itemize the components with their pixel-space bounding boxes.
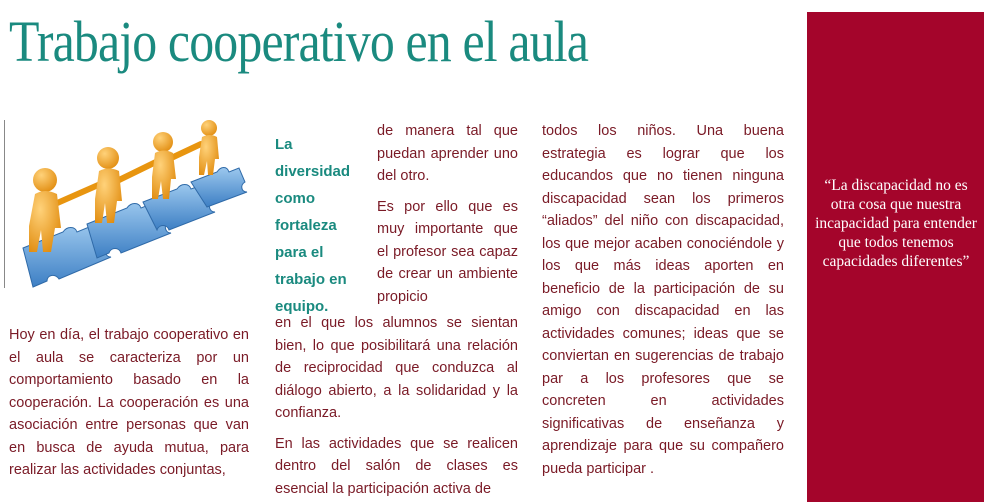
column-3 bbox=[542, 120, 784, 480]
paragraph: en el que los alumnos se sientan bien, lo que posibilitará una relación de reciprocidad que conduzca al diálogo abierto, a la solidaridad y la confianza. bbox=[275, 315, 518, 421]
column-1 bbox=[9, 324, 249, 482]
paragraph: En las actividades que se realicen dentro del salón de clases es esencial la participación activa de bbox=[275, 435, 518, 497]
paragraph: todos los niños. Una buena estrategia es lograr que los educandos que no tienen ninguna discapacidad sean los primeros “aliados” del niño con discapacidad, los que mejor acaben conociéndole y los que más ideas aporten en beneficio de la participación de su amigo con discapacidad en las actividades comunes; ideas que se conviertan en sugerencias de trabajo par a los profesores que se concreten en actividades significativas de enseñanza y aprendizaje para que su compañero pueda participar . bbox=[542, 123, 784, 477]
illustration bbox=[4, 120, 257, 288]
column-2-upper bbox=[377, 120, 518, 308]
column-2-lower bbox=[275, 312, 518, 500]
page-title: Trabajo cooperativo en el aula bbox=[9, 9, 589, 74]
pull-quote: “La discapacidad no es otra cosa que nuestra incapacidad para entender que todos tenemos capacidades diferentes” bbox=[815, 177, 977, 270]
people-on-puzzle-pieces-icon bbox=[5, 120, 257, 288]
paragraph: Es por ello que es muy importante que el profesor sea capaz de crear un ambiente propicio bbox=[377, 198, 518, 305]
paragraph: Hoy en día, el trabajo cooperativo en el aula se caracteriza por un comportamiento basado en la cooperación. La cooperación es una asociación entre personas que van en busca de ayuda mutua, para realizar las actividades conjuntas, bbox=[9, 327, 249, 478]
paragraph: de manera tal que puedan aprender uno del otro. bbox=[377, 123, 518, 184]
section-subheading: La diversidad como fortaleza para el trabajo en equipo. bbox=[275, 136, 351, 315]
